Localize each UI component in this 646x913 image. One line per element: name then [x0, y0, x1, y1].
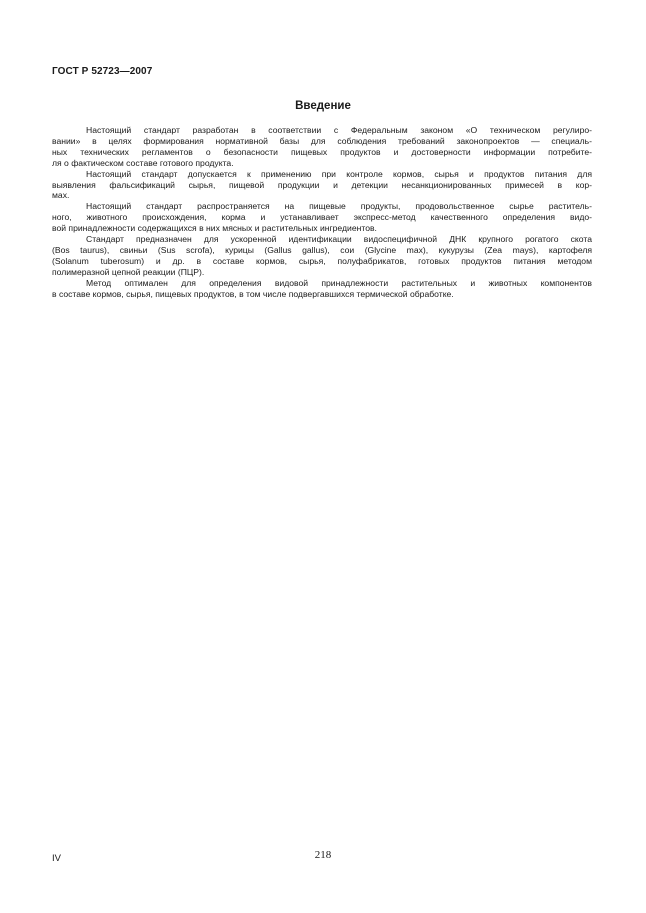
text-line: мах.	[52, 190, 70, 201]
page-number: 218	[314, 849, 332, 861]
section-title: Введение	[295, 100, 351, 112]
text-line: полимеразной цепной реакции (ПЦР).	[52, 266, 205, 277]
paragraph-application	[52, 169, 592, 202]
paragraph-purpose	[52, 125, 592, 169]
document-code: ГОСТ Р 52723—2007	[52, 66, 153, 77]
roman-page-number: IV	[52, 853, 61, 864]
text-line: Настоящий стандарт допускается к применению при контроле кормов, сырья и продуктов питания для	[86, 168, 592, 179]
text-line: Стандарт предназначен для ускоренной идентификации видоспецифичной ДНК крупного рогатого скота	[86, 234, 592, 245]
text-line: Настоящий стандарт разработан в соответствии с Федеральным законом «О техническом регулиро-	[86, 125, 592, 135]
text-line: вой принадлежности содержащихся в них мясных и растительных ингредиентов.	[52, 223, 377, 234]
text-line: выявления фальсификаций сырья, пищевой продукции и детекции несанкционированных примесей в кор-	[52, 179, 592, 190]
text-line: ных технических регламентов о безопасности пищевых продуктов и достоверности информации потребите-	[52, 146, 592, 157]
text-line: ля о фактическом составе готового продукта.	[52, 157, 234, 168]
paragraph-scope	[52, 201, 592, 234]
text-line: Настоящий стандарт распространяется на пищевые продукты, продовольственное сырье раститель-	[86, 201, 592, 212]
text-line: в составе кормов, сырья, пищевых продуктов, в том числе подвергавшихся термической обработке.	[52, 288, 454, 299]
text-line: вании» в целях формирования нормативной базы для соблюдения требований законопроектов — специаль-	[52, 135, 592, 146]
body-text	[52, 125, 592, 300]
text-line: (Solanum tuberosum) и др. в составе кормов, сырья, полуфабрикатов, готовых продуктов питания методом	[52, 255, 592, 266]
paragraph-method	[52, 278, 592, 300]
text-line: Метод оптимален для определения видовой принадлежности растительных и животных компонентов	[86, 277, 592, 288]
paragraph-identification	[52, 234, 592, 278]
text-line: ного, животного происхождения, корма и устанавливает экспресс-метод качественного определения видо-	[52, 212, 592, 223]
text-line: (Bos taurus), свиньи (Sus scrofa), курицы (Gallus gallus), сои (Glycine max), кукурузы (Zea mays), картофеля	[52, 244, 592, 255]
